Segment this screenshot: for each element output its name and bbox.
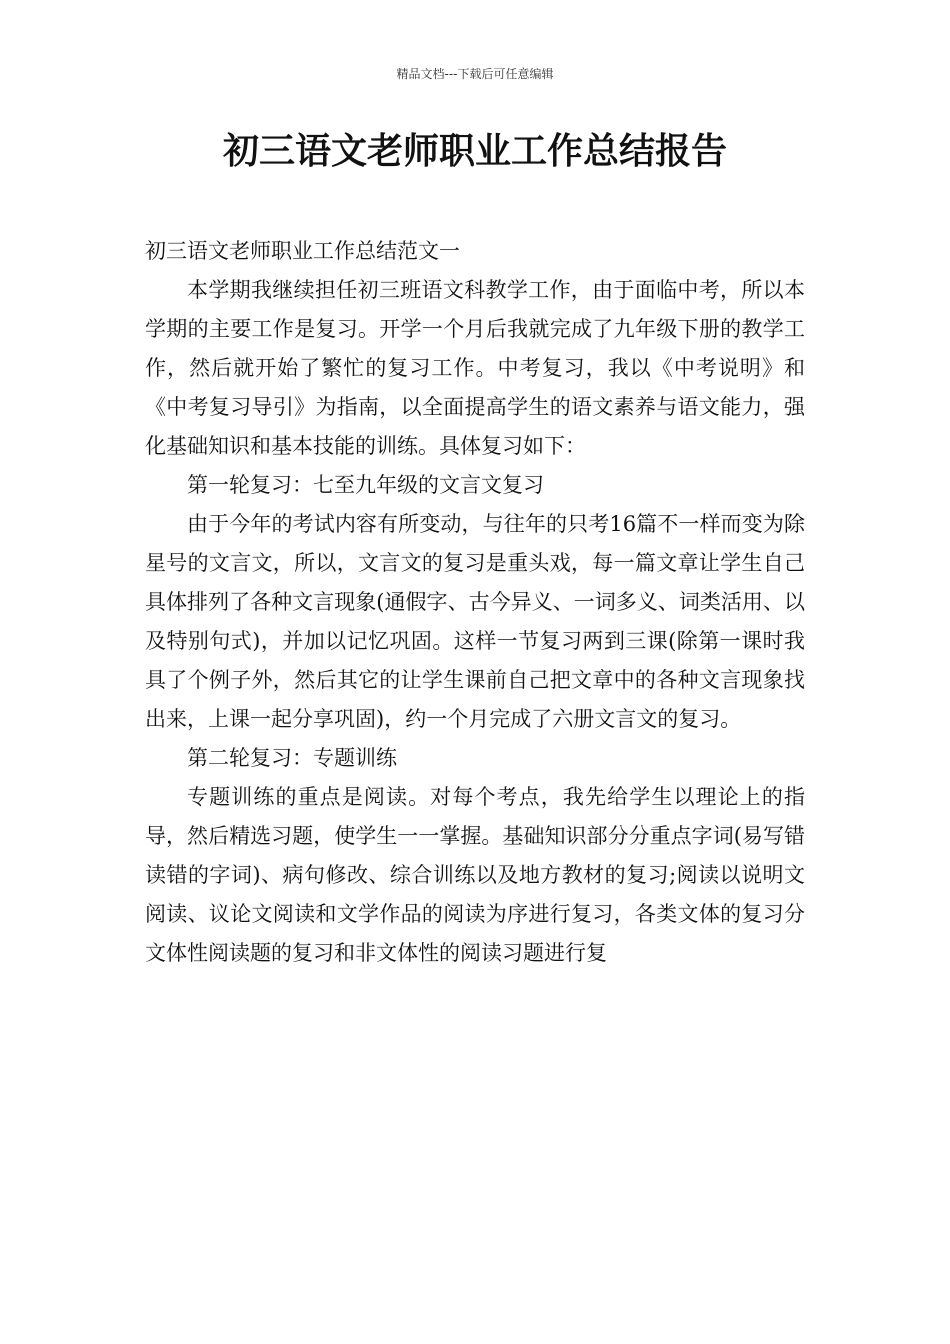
document-title: 初三语文老师职业工作总结报告 <box>222 131 727 172</box>
paragraph: 本学期我继续担任初三班语文科教学工作，由于面临中考，所以本学期的主要工作是复习。开学一个月后我就完成了九年级下册的教学工作，然后就开始了繁忙的复习工作。中考复习，我以《中考说明》和《中考复习导引》为指南，以全面提高学生的语文素养与语文能力，强化基础知识和基本技能的训练。具体复习如下： <box>145 278 805 458</box>
section-heading: 第一轮复习：七至九年级的文言文复习 <box>187 473 544 497</box>
section-subtitle: 初三语文老师职业工作总结范文一 <box>145 239 460 263</box>
paragraph: 专题训练的重点是阅读。对每个考点，我先给学生以理论上的指导，然后精选习题，使学生一一掌握。基础知识部分分重点字词(易写错读错的字词)、病句修改、综合训练以及地方教材的复习;阅读以说明文阅读、议论文阅读和文学作品的阅读为序进行复习，各类文体的复习分文体性阅读题的复习和非文体性的阅读习题进行复 <box>145 785 805 965</box>
paragraph: 由于今年的考试内容有所变动，与往年的只考16篇不一样而变为除星号的文言文，所以，文言文的复习是重头戏，每一篇文章让学生自己具体排列了各种文言现象(通假字、古今异义、一词多义、词类活用、以及特别句式)，并加以记忆巩固。这样一节复习两到三课(除第一课时我具了个例子外，然后其它的让学生课前自己把文章中的各种文言现象找出来，上课一起分享巩固)，约一个月完成了六册文言文的复习。 <box>145 512 805 731</box>
document-body <box>145 232 805 973</box>
page-header: 精品文档---下载后可任意编辑 <box>396 67 554 81</box>
section-heading: 第二轮复习：专题训练 <box>187 746 397 770</box>
